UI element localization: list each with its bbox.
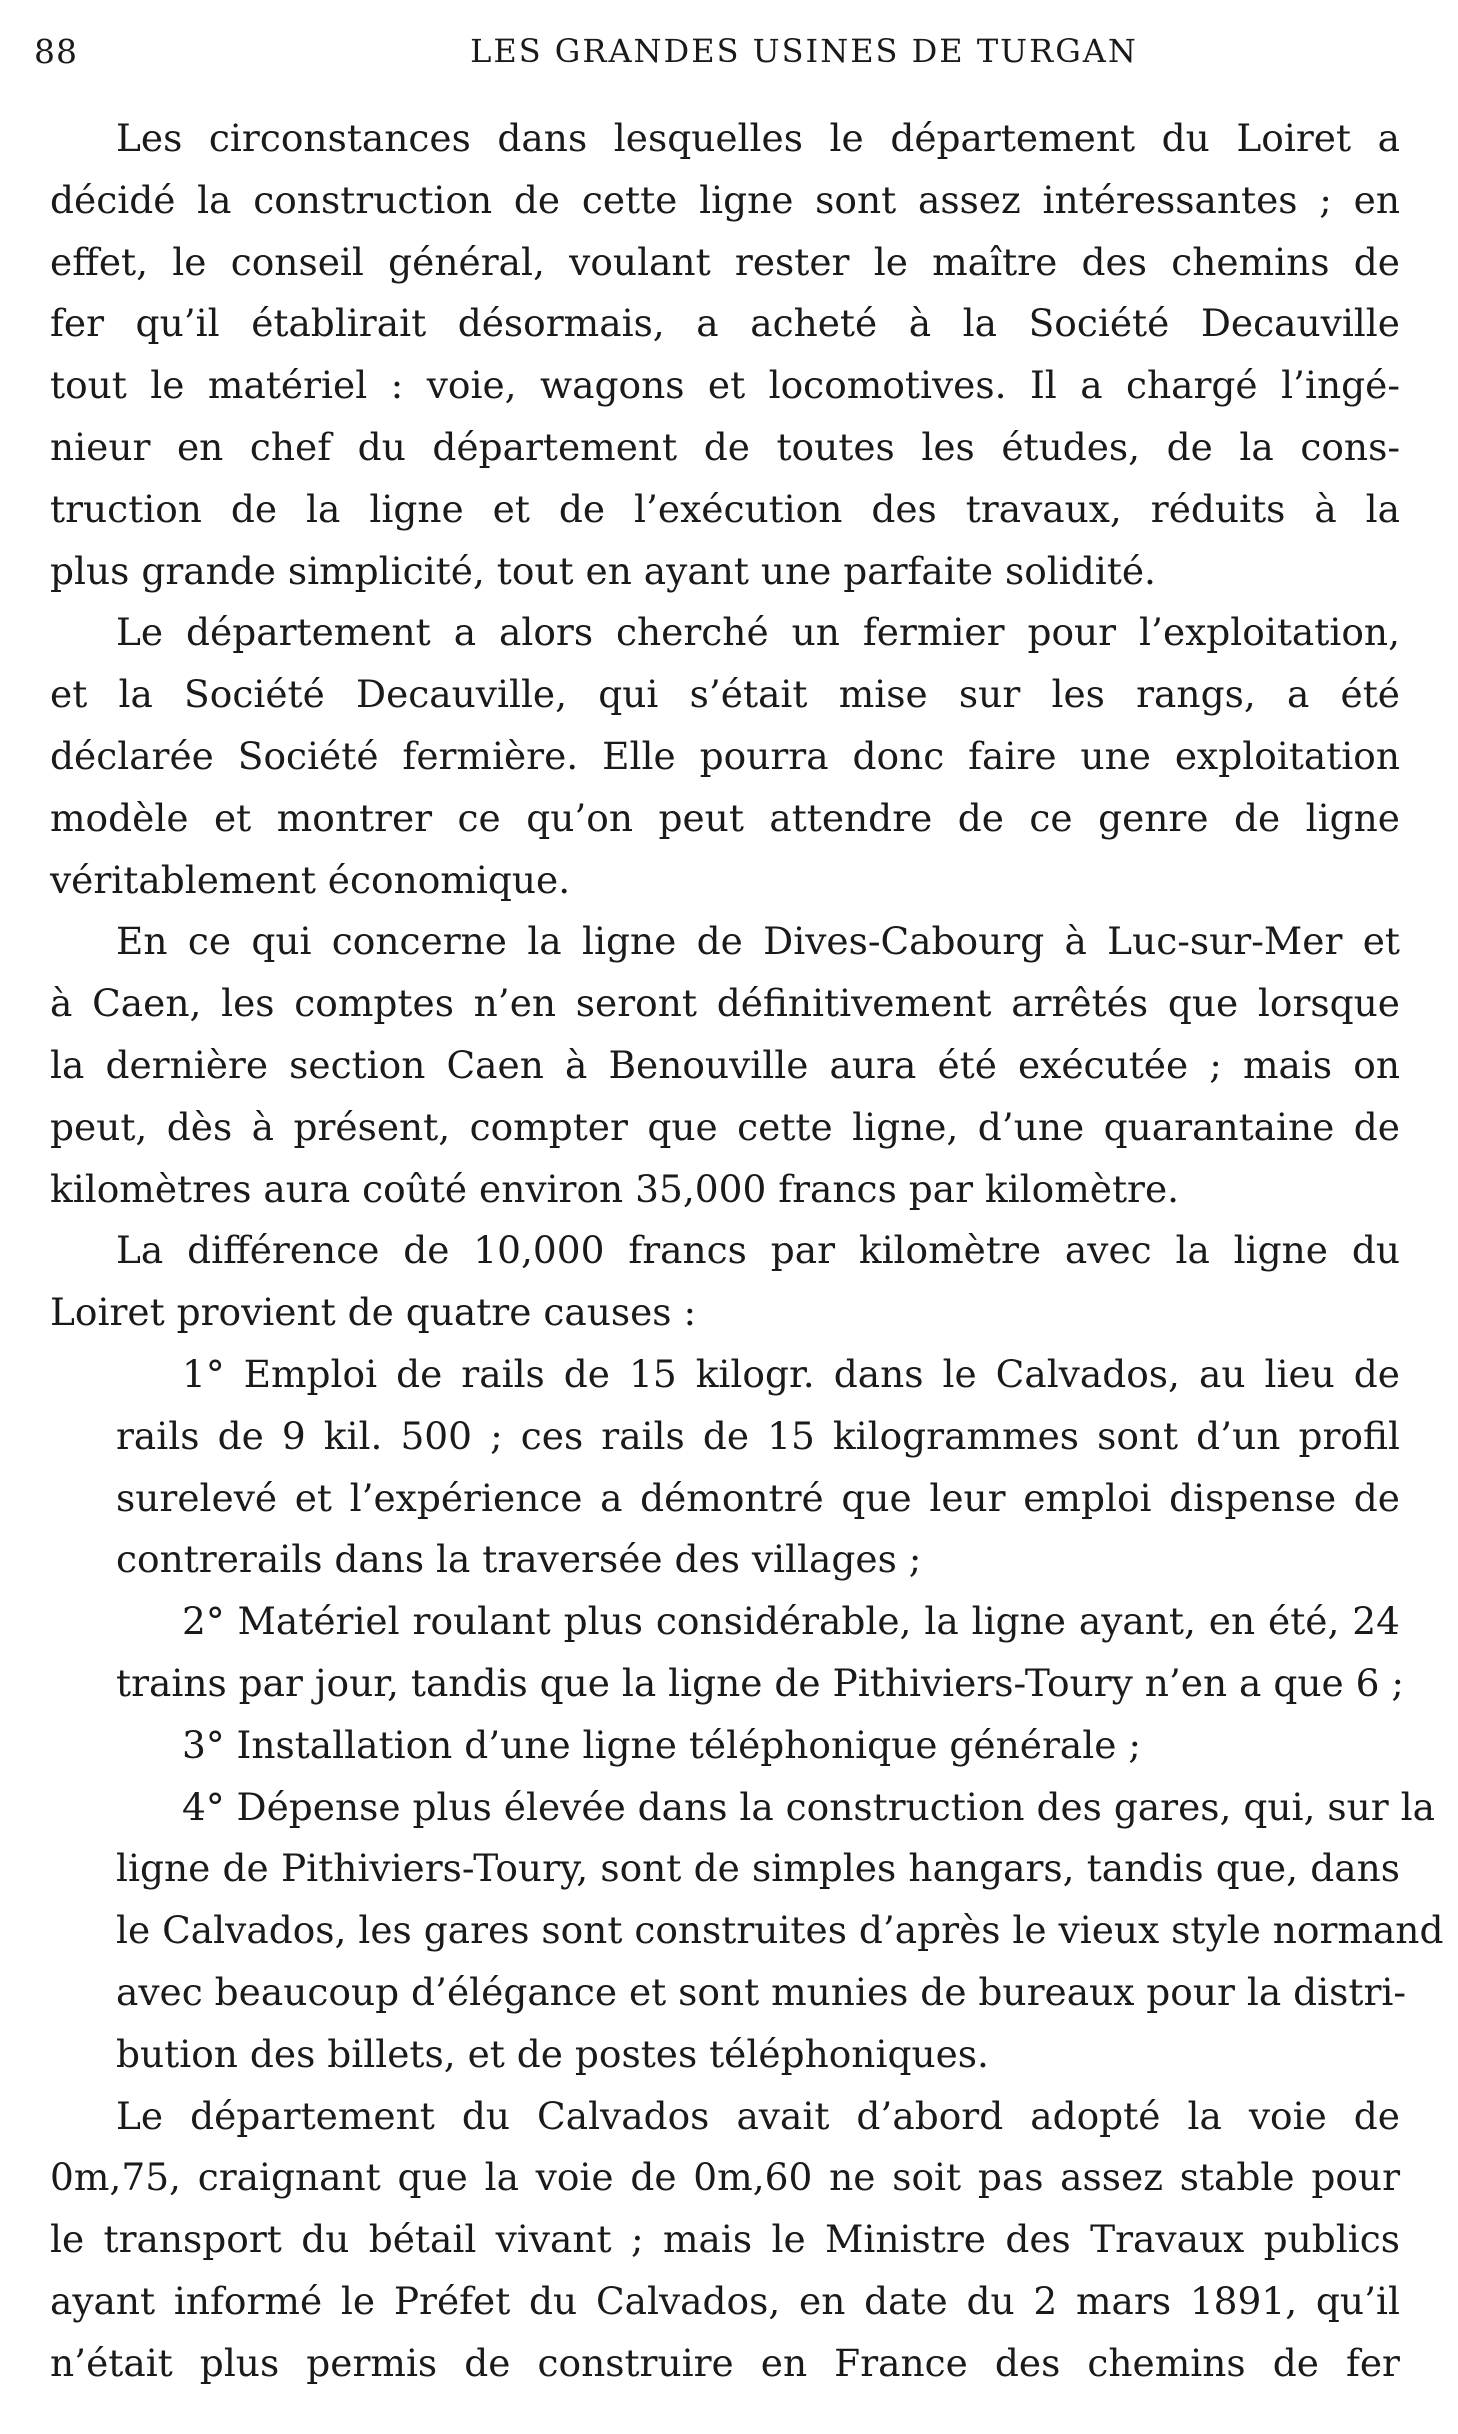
text-line: rails de 9 kil. 500 ; ces rails de 15 kilogrammes sont d’un profil xyxy=(116,1413,1400,1458)
text-line: tout le matériel : voie, wagons et locomotives. Il a chargé l’ingé- xyxy=(50,363,1400,408)
text-line: à Caen, les comptes n’en seront définitivement arrêtés que lorsque xyxy=(50,981,1400,1026)
text-line: nieur en chef du département de toutes les études, de la cons- xyxy=(50,424,1400,469)
text-line: et la Société Decauville, qui s’était mise sur les rangs, a été xyxy=(50,672,1400,717)
text-line: ayant informé le Préfet du Calvados, en date du 2 mars 1891, qu’il xyxy=(50,2278,1400,2323)
text-line: trains par jour, tandis que la ligne de Pithiviers-Toury n’en a que 6 ; xyxy=(116,1660,1405,1705)
list-item-materiel xyxy=(50,1591,1405,1715)
text-line: En ce qui concerne la ligne de Dives-Cabourg à Luc-sur-Mer et xyxy=(116,919,1400,964)
running-title: LES GRANDES USINES DE TURGAN xyxy=(470,32,1138,70)
text-line: avec beaucoup d’élégance et sont munies de bureaux pour la distri- xyxy=(116,1969,1407,2014)
text-line: modèle et montrer ce qu’on peut attendre de ce genre de ligne xyxy=(50,795,1400,840)
text-line: Le département du Calvados avait d’abord adopté la voie de xyxy=(116,2093,1400,2138)
body-text xyxy=(50,108,1444,2394)
paragraph-difference xyxy=(50,1220,1400,1344)
paragraph-dives-cabourg xyxy=(50,911,1400,1220)
text-line: truction de la ligne et de l’exécution des travaux, réduits à la xyxy=(50,486,1400,531)
list-item-gares xyxy=(50,1777,1444,2086)
text-line: La différence de 10,000 francs par kilomètre avec la ligne du xyxy=(116,1228,1400,1273)
text-line: 1° Emploi de rails de 15 kilogr. dans le Calvados, au lieu de xyxy=(182,1351,1400,1396)
text-line: bution des billets, et de postes téléphoniques. xyxy=(116,2031,989,2076)
list-item-rails xyxy=(50,1344,1400,1591)
text-line: contrerails dans la traversée des villages ; xyxy=(116,1537,922,1582)
text-line: décidé la construction de cette ligne sont assez intéressantes ; en xyxy=(50,177,1400,222)
paragraph-calvados-voie xyxy=(50,2086,1400,2395)
text-line: 4° Dépense plus élevée dans la construction des gares, qui, sur la xyxy=(182,1784,1435,1829)
text-line: la dernière section Caen à Benouville aura été exécutée ; mais on xyxy=(50,1042,1400,1087)
text-line: déclarée Société fermière. Elle pourra donc faire une exploitation xyxy=(50,733,1400,778)
text-line: plus grande simplicité, tout en ayant une parfaite solidité. xyxy=(50,548,1156,593)
paragraph-loiret-construction xyxy=(50,108,1400,602)
text-line: effet, le conseil général, voulant rester le maître des chemins de xyxy=(50,239,1400,284)
text-line: n’était plus permis de construire en France des chemins de fer xyxy=(50,2340,1400,2385)
list-item-telephone xyxy=(50,1715,1400,1777)
text-line: le transport du bétail vivant ; mais le Ministre des Travaux publics xyxy=(50,2217,1400,2262)
text-line: 3° Installation d’une ligne téléphonique générale ; xyxy=(182,1722,1141,1767)
text-line: 0m,75, craignant que la voie de 0m,60 ne soit pas assez stable pour xyxy=(50,2155,1400,2200)
text-line: le Calvados, les gares sont construites d’après le vieux style normand xyxy=(116,1908,1444,1953)
paragraph-exploitation xyxy=(50,602,1400,911)
text-line: kilomètres aura coûté environ 35,000 francs par kilomètre. xyxy=(50,1166,1180,1211)
text-line: Loiret provient de quatre causes : xyxy=(50,1290,697,1335)
text-line: Le département a alors cherché un fermier pour l’exploitation, xyxy=(116,610,1400,655)
text-line: surelevé et l’expérience a démontré que leur emploi dispense de xyxy=(116,1475,1400,1520)
page-number: 88 xyxy=(34,32,78,71)
text-line: Les circonstances dans lesquelles le département du Loiret a xyxy=(116,116,1400,160)
text-line: ligne de Pithiviers-Toury, sont de simples hangars, tandis que, dans xyxy=(116,1846,1400,1891)
page-header xyxy=(28,32,1430,80)
text-line: peut, dès à présent, compter que cette ligne, d’une quarantaine de xyxy=(50,1104,1400,1149)
text-line: 2° Matériel roulant plus considérable, la ligne ayant, en été, 24 xyxy=(182,1599,1400,1644)
text-line: véritablement économique. xyxy=(50,857,571,902)
text-line: fer qu’il établirait désormais, a acheté à la Société Decauville xyxy=(50,301,1400,346)
